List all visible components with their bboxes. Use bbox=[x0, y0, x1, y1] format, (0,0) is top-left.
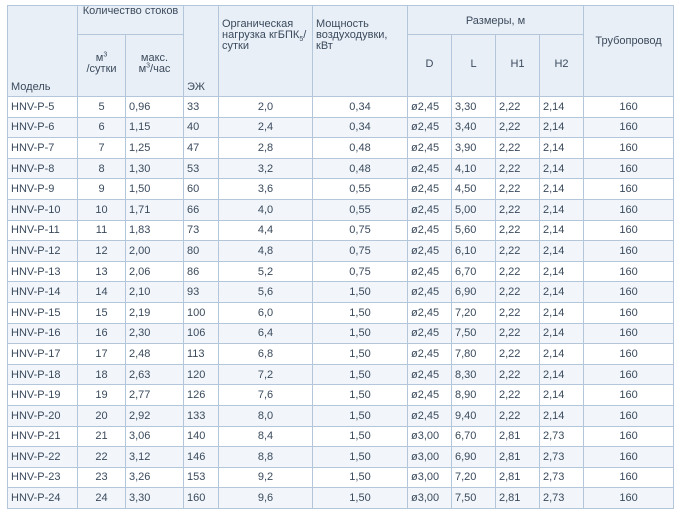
cell-blower-power: 1,50 bbox=[313, 385, 408, 406]
cell-dim-l: 5,00 bbox=[452, 199, 496, 220]
cell-dim-l: 6,90 bbox=[452, 282, 496, 303]
cell-dim-d: ø2,45 bbox=[408, 158, 452, 179]
cell-model: HNV-P-6 bbox=[8, 117, 78, 138]
cell-model: HNV-P-18 bbox=[8, 364, 78, 385]
header-dim-h2: H2 bbox=[540, 35, 584, 97]
cell-dim-h1: 2,22 bbox=[496, 179, 540, 200]
table-body bbox=[8, 97, 674, 509]
cell-model: HNV-P-12 bbox=[8, 241, 78, 262]
cell-model: HNV-P-5 bbox=[8, 97, 78, 118]
cell-ezh: 60 bbox=[184, 179, 219, 200]
cell-blower-power: 0,75 bbox=[313, 261, 408, 282]
cell-pipe: 160 bbox=[584, 488, 674, 509]
cell-organic-load: 2,8 bbox=[219, 138, 313, 159]
cell-flow-hour: 2,06 bbox=[126, 261, 184, 282]
cell-flow-hour: 1,25 bbox=[126, 138, 184, 159]
cell-model: HNV-P-19 bbox=[8, 385, 78, 406]
cell-dim-h1: 2,22 bbox=[496, 344, 540, 365]
table-row bbox=[8, 344, 674, 365]
cell-dim-h2: 2,14 bbox=[540, 199, 584, 220]
cell-ezh: 86 bbox=[184, 261, 219, 282]
cell-dim-l: 7,50 bbox=[452, 488, 496, 509]
cell-dim-h1: 2,22 bbox=[496, 385, 540, 406]
cell-dim-l: 7,20 bbox=[452, 467, 496, 488]
cell-dim-h2: 2,73 bbox=[540, 467, 584, 488]
cell-ezh: 113 bbox=[184, 344, 219, 365]
cell-flow-hour: 2,10 bbox=[126, 282, 184, 303]
cell-ezh: 40 bbox=[184, 117, 219, 138]
cell-flow-day: 21 bbox=[78, 426, 126, 447]
cell-dim-h2: 2,14 bbox=[540, 344, 584, 365]
cell-organic-load: 6,8 bbox=[219, 344, 313, 365]
cell-organic-load: 4,8 bbox=[219, 241, 313, 262]
table-row bbox=[8, 158, 674, 179]
cell-flow-hour: 2,00 bbox=[126, 241, 184, 262]
cell-blower-power: 1,50 bbox=[313, 488, 408, 509]
cell-ezh: 140 bbox=[184, 426, 219, 447]
cell-pipe: 160 bbox=[584, 364, 674, 385]
cell-flow-hour: 3,12 bbox=[126, 447, 184, 468]
cell-pipe: 160 bbox=[584, 405, 674, 426]
cell-blower-power: 1,50 bbox=[313, 426, 408, 447]
cell-dim-h1: 2,22 bbox=[496, 199, 540, 220]
cell-dim-h1: 2,22 bbox=[496, 261, 540, 282]
cell-blower-power: 0,34 bbox=[313, 97, 408, 118]
cell-dim-h1: 2,81 bbox=[496, 447, 540, 468]
cell-organic-load: 8,4 bbox=[219, 426, 313, 447]
cell-dim-h2: 2,14 bbox=[540, 241, 584, 262]
cell-pipe: 160 bbox=[584, 117, 674, 138]
cell-blower-power: 0,55 bbox=[313, 199, 408, 220]
cell-dim-l: 6,70 bbox=[452, 426, 496, 447]
table-row bbox=[8, 405, 674, 426]
cell-dim-l: 6,90 bbox=[452, 447, 496, 468]
cell-dim-d: ø2,45 bbox=[408, 97, 452, 118]
table-row bbox=[8, 117, 674, 138]
table-row bbox=[8, 488, 674, 509]
cell-blower-power: 0,48 bbox=[313, 158, 408, 179]
table-row bbox=[8, 282, 674, 303]
cell-organic-load: 7,6 bbox=[219, 385, 313, 406]
cell-model: HNV-P-23 bbox=[8, 467, 78, 488]
cell-dim-h2: 2,73 bbox=[540, 488, 584, 509]
cell-ezh: 80 bbox=[184, 241, 219, 262]
table-row bbox=[8, 179, 674, 200]
cell-flow-day: 15 bbox=[78, 302, 126, 323]
cell-pipe: 160 bbox=[584, 261, 674, 282]
cell-dim-h1: 2,22 bbox=[496, 117, 540, 138]
cell-flow-hour: 1,50 bbox=[126, 179, 184, 200]
cell-dim-d: ø2,45 bbox=[408, 261, 452, 282]
cell-pipe: 160 bbox=[584, 426, 674, 447]
cell-dim-h1: 2,22 bbox=[496, 220, 540, 241]
cell-dim-d: ø3,00 bbox=[408, 488, 452, 509]
cell-organic-load: 7,2 bbox=[219, 364, 313, 385]
table-row bbox=[8, 199, 674, 220]
cell-dim-h2: 2,14 bbox=[540, 405, 584, 426]
cell-dim-d: ø3,00 bbox=[408, 467, 452, 488]
cell-organic-load: 2,0 bbox=[219, 97, 313, 118]
cell-pipe: 160 bbox=[584, 97, 674, 118]
cell-organic-load: 6,0 bbox=[219, 302, 313, 323]
cell-dim-l: 9,40 bbox=[452, 405, 496, 426]
cell-dim-h2: 2,73 bbox=[540, 426, 584, 447]
cell-pipe: 160 bbox=[584, 179, 674, 200]
header-ezh: ЭЖ bbox=[184, 6, 219, 97]
cell-dim-h2: 2,14 bbox=[540, 97, 584, 118]
cell-dim-d: ø2,45 bbox=[408, 199, 452, 220]
cell-pipe: 160 bbox=[584, 467, 674, 488]
cell-dim-h1: 2,22 bbox=[496, 97, 540, 118]
cell-flow-hour: 2,19 bbox=[126, 302, 184, 323]
cell-flow-hour: 3,30 bbox=[126, 488, 184, 509]
cell-pipe: 160 bbox=[584, 323, 674, 344]
cell-dim-l: 6,70 bbox=[452, 261, 496, 282]
table-row bbox=[8, 302, 674, 323]
header-flow-hour: макс. $м^3$/час bbox=[126, 35, 184, 97]
header-flow-day: $м^3$ /сутки bbox=[78, 35, 126, 97]
cell-organic-load: 6,4 bbox=[219, 323, 313, 344]
cell-model: HNV-P-24 bbox=[8, 488, 78, 509]
cell-flow-day: 7 bbox=[78, 138, 126, 159]
cell-blower-power: 1,50 bbox=[313, 405, 408, 426]
cell-flow-day: 19 bbox=[78, 385, 126, 406]
cell-flow-day: 13 bbox=[78, 261, 126, 282]
cell-dim-d: ø2,45 bbox=[408, 220, 452, 241]
cell-blower-power: 1,50 bbox=[313, 467, 408, 488]
cell-dim-l: 3,90 bbox=[452, 138, 496, 159]
cell-ezh: 66 bbox=[184, 199, 219, 220]
cell-blower-power: 0,75 bbox=[313, 220, 408, 241]
header-dim-d: D bbox=[408, 35, 452, 97]
cell-flow-day: 22 bbox=[78, 447, 126, 468]
cell-organic-load: 4,0 bbox=[219, 199, 313, 220]
cell-pipe: 160 bbox=[584, 282, 674, 303]
cell-pipe: 160 bbox=[584, 302, 674, 323]
cell-blower-power: 1,50 bbox=[313, 323, 408, 344]
header-dim-l: L bbox=[452, 35, 496, 97]
cell-flow-day: 20 bbox=[78, 405, 126, 426]
cell-dim-h2: 2,14 bbox=[540, 138, 584, 159]
cell-flow-hour: 1,15 bbox=[126, 117, 184, 138]
cell-pipe: 160 bbox=[584, 447, 674, 468]
cell-flow-day: 18 bbox=[78, 364, 126, 385]
cell-dim-h2: 2,14 bbox=[540, 323, 584, 344]
cell-dim-h1: 2,22 bbox=[496, 302, 540, 323]
cell-model: HNV-P-17 bbox=[8, 344, 78, 365]
cell-dim-l: 3,40 bbox=[452, 117, 496, 138]
cell-flow-day: 12 bbox=[78, 241, 126, 262]
header-blower-power: Мощность воздуходувки, кВт bbox=[313, 6, 408, 97]
cell-ezh: 120 bbox=[184, 364, 219, 385]
cell-dim-d: ø2,45 bbox=[408, 364, 452, 385]
header-dimensions-group: Размеры, м bbox=[408, 6, 584, 35]
cell-pipe: 160 bbox=[584, 241, 674, 262]
cell-pipe: 160 bbox=[584, 385, 674, 406]
cell-organic-load: 8,0 bbox=[219, 405, 313, 426]
cell-flow-hour: 1,83 bbox=[126, 220, 184, 241]
cell-blower-power: 0,75 bbox=[313, 241, 408, 262]
header-dim-h1: H1 bbox=[496, 35, 540, 97]
cell-flow-day: 11 bbox=[78, 220, 126, 241]
cell-model: HNV-P-11 bbox=[8, 220, 78, 241]
table-row bbox=[8, 97, 674, 118]
cell-flow-day: 6 bbox=[78, 117, 126, 138]
cell-blower-power: 1,50 bbox=[313, 302, 408, 323]
cell-flow-hour: 1,30 bbox=[126, 158, 184, 179]
cell-model: HNV-P-8 bbox=[8, 158, 78, 179]
header-flow-group: Количество стоков bbox=[78, 6, 184, 35]
cell-dim-d: ø2,45 bbox=[408, 179, 452, 200]
cell-dim-h1: 2,22 bbox=[496, 138, 540, 159]
specs-table bbox=[7, 5, 674, 509]
cell-flow-hour: 2,48 bbox=[126, 344, 184, 365]
cell-dim-d: ø2,45 bbox=[408, 117, 452, 138]
cell-dim-h2: 2,14 bbox=[540, 117, 584, 138]
cell-dim-d: ø3,00 bbox=[408, 426, 452, 447]
cell-organic-load: 3,2 bbox=[219, 158, 313, 179]
cell-organic-load: 3,6 bbox=[219, 179, 313, 200]
cell-dim-h1: 2,22 bbox=[496, 405, 540, 426]
cell-dim-d: ø2,45 bbox=[408, 302, 452, 323]
cell-organic-load: 9,2 bbox=[219, 467, 313, 488]
cell-ezh: 106 bbox=[184, 323, 219, 344]
cell-flow-day: 14 bbox=[78, 282, 126, 303]
cell-model: HNV-P-10 bbox=[8, 199, 78, 220]
cell-dim-l: 5,60 bbox=[452, 220, 496, 241]
cell-model: HNV-P-22 bbox=[8, 447, 78, 468]
cell-dim-d: ø2,45 bbox=[408, 405, 452, 426]
cell-model: HNV-P-16 bbox=[8, 323, 78, 344]
cell-flow-day: 8 bbox=[78, 158, 126, 179]
cell-flow-day: 23 bbox=[78, 467, 126, 488]
cell-model: HNV-P-20 bbox=[8, 405, 78, 426]
table-row bbox=[8, 220, 674, 241]
cell-flow-hour: 3,26 bbox=[126, 467, 184, 488]
cell-ezh: 73 bbox=[184, 220, 219, 241]
cell-dim-h1: 2,22 bbox=[496, 282, 540, 303]
cell-ezh: 93 bbox=[184, 282, 219, 303]
table-row bbox=[8, 467, 674, 488]
cell-ezh: 126 bbox=[184, 385, 219, 406]
cell-blower-power: 0,48 bbox=[313, 138, 408, 159]
cell-flow-day: 5 bbox=[78, 97, 126, 118]
cell-model: HNV-P-13 bbox=[8, 261, 78, 282]
cell-ezh: 100 bbox=[184, 302, 219, 323]
cell-dim-h1: 2,81 bbox=[496, 426, 540, 447]
cell-dim-l: 8,30 bbox=[452, 364, 496, 385]
header-organic-load: Органическая нагрузка кгБПК$_5$/сутки bbox=[219, 6, 313, 97]
cell-blower-power: 0,34 bbox=[313, 117, 408, 138]
cell-flow-hour: 0,96 bbox=[126, 97, 184, 118]
cell-flow-hour: 2,92 bbox=[126, 405, 184, 426]
cell-dim-h2: 2,73 bbox=[540, 447, 584, 468]
cell-blower-power: 1,50 bbox=[313, 282, 408, 303]
header-pipe: Трубопровод bbox=[584, 6, 674, 97]
cell-pipe: 160 bbox=[584, 158, 674, 179]
cell-organic-load: 5,2 bbox=[219, 261, 313, 282]
cell-dim-h1: 2,22 bbox=[496, 323, 540, 344]
cell-model: HNV-P-7 bbox=[8, 138, 78, 159]
cell-dim-h1: 2,22 bbox=[496, 364, 540, 385]
cell-dim-h2: 2,14 bbox=[540, 385, 584, 406]
cell-dim-d: ø2,45 bbox=[408, 344, 452, 365]
cell-ezh: 153 bbox=[184, 467, 219, 488]
cell-ezh: 53 bbox=[184, 158, 219, 179]
cell-dim-l: 3,30 bbox=[452, 97, 496, 118]
table-row bbox=[8, 261, 674, 282]
cell-organic-load: 4,4 bbox=[219, 220, 313, 241]
cell-dim-d: ø2,45 bbox=[408, 241, 452, 262]
cell-dim-l: 7,50 bbox=[452, 323, 496, 344]
cell-ezh: 146 bbox=[184, 447, 219, 468]
cell-flow-day: 9 bbox=[78, 179, 126, 200]
cell-dim-d: ø2,45 bbox=[408, 385, 452, 406]
cell-blower-power: 1,50 bbox=[313, 364, 408, 385]
cell-organic-load: 2,4 bbox=[219, 117, 313, 138]
cell-dim-h2: 2,14 bbox=[540, 261, 584, 282]
cell-pipe: 160 bbox=[584, 138, 674, 159]
cell-flow-hour: 2,63 bbox=[126, 364, 184, 385]
table-row bbox=[8, 323, 674, 344]
cell-dim-h1: 2,22 bbox=[496, 158, 540, 179]
cell-flow-day: 24 bbox=[78, 488, 126, 509]
cell-model: HNV-P-15 bbox=[8, 302, 78, 323]
cell-dim-h2: 2,14 bbox=[540, 364, 584, 385]
cell-dim-l: 6,10 bbox=[452, 241, 496, 262]
cell-model: HNV-P-9 bbox=[8, 179, 78, 200]
table-row bbox=[8, 447, 674, 468]
cell-dim-h2: 2,14 bbox=[540, 220, 584, 241]
cell-ezh: 160 bbox=[184, 488, 219, 509]
cell-dim-h2: 2,14 bbox=[540, 158, 584, 179]
cell-dim-h2: 2,14 bbox=[540, 282, 584, 303]
table-row bbox=[8, 385, 674, 406]
cell-organic-load: 8,8 bbox=[219, 447, 313, 468]
cell-dim-l: 8,90 bbox=[452, 385, 496, 406]
cell-flow-day: 16 bbox=[78, 323, 126, 344]
cell-dim-h1: 2,81 bbox=[496, 467, 540, 488]
cell-dim-d: ø2,45 bbox=[408, 138, 452, 159]
cell-flow-day: 17 bbox=[78, 344, 126, 365]
cell-organic-load: 9,6 bbox=[219, 488, 313, 509]
table-row bbox=[8, 241, 674, 262]
cell-dim-l: 7,20 bbox=[452, 302, 496, 323]
cell-dim-h1: 2,22 bbox=[496, 241, 540, 262]
cell-dim-d: ø2,45 bbox=[408, 323, 452, 344]
cell-dim-h1: 2,81 bbox=[496, 488, 540, 509]
cell-dim-h2: 2,14 bbox=[540, 302, 584, 323]
cell-organic-load: 5,6 bbox=[219, 282, 313, 303]
cell-dim-d: ø2,45 bbox=[408, 282, 452, 303]
cell-flow-hour: 3,06 bbox=[126, 426, 184, 447]
cell-blower-power: 1,50 bbox=[313, 447, 408, 468]
cell-flow-hour: 2,77 bbox=[126, 385, 184, 406]
cell-dim-h2: 2,14 bbox=[540, 179, 584, 200]
cell-pipe: 160 bbox=[584, 344, 674, 365]
cell-model: HNV-P-21 bbox=[8, 426, 78, 447]
cell-dim-l: 4,50 bbox=[452, 179, 496, 200]
cell-dim-d: ø3,00 bbox=[408, 447, 452, 468]
cell-blower-power: 1,50 bbox=[313, 344, 408, 365]
table-row bbox=[8, 364, 674, 385]
cell-flow-hour: 1,71 bbox=[126, 199, 184, 220]
cell-dim-l: 7,80 bbox=[452, 344, 496, 365]
cell-ezh: 133 bbox=[184, 405, 219, 426]
cell-ezh: 47 bbox=[184, 138, 219, 159]
header-model: Модель bbox=[8, 6, 78, 97]
cell-flow-day: 10 bbox=[78, 199, 126, 220]
table-row bbox=[8, 426, 674, 447]
cell-flow-hour: 2,30 bbox=[126, 323, 184, 344]
cell-pipe: 160 bbox=[584, 199, 674, 220]
cell-dim-l: 4,10 bbox=[452, 158, 496, 179]
cell-blower-power: 0,55 bbox=[313, 179, 408, 200]
cell-ezh: 33 bbox=[184, 97, 219, 118]
cell-pipe: 160 bbox=[584, 220, 674, 241]
table-row bbox=[8, 138, 674, 159]
cell-model: HNV-P-14 bbox=[8, 282, 78, 303]
